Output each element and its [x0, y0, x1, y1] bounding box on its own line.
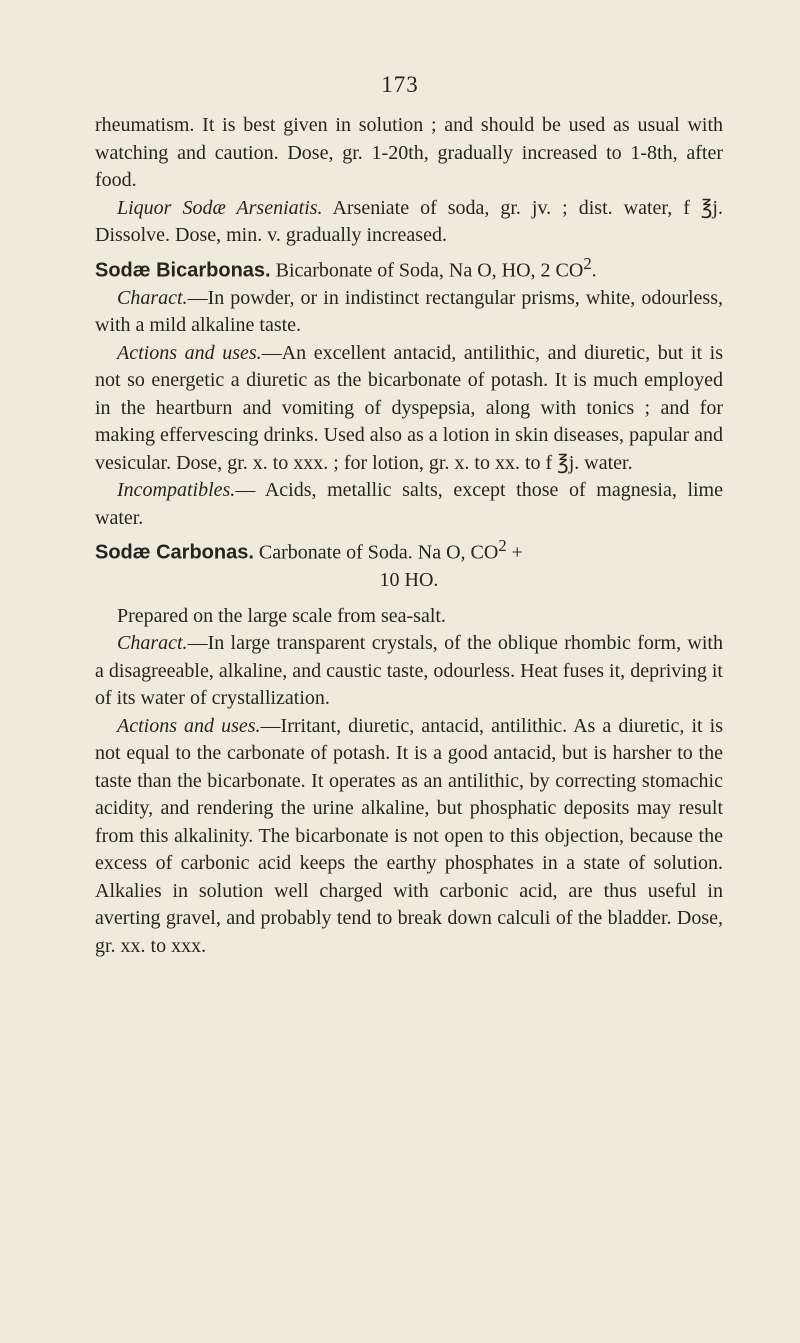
carbonas-formula-sup: 2 — [498, 536, 507, 556]
bicarbonas-charact-label: Charact. — [117, 286, 188, 309]
intro-paragraph: rheumatism. It is best given in solution ; and should be used as usual with watching and caution. Dose, gr. 1-20th, gradually increased to 1-8th, after food. — [95, 114, 723, 191]
bicarbonas-formula-sup: 2 — [583, 253, 592, 273]
bicarbonas-formula: Bicarbonate of Soda, Na O, HO, 2 CO — [270, 259, 584, 282]
carbonas-formula-end: + — [506, 541, 523, 564]
page-body — [95, 112, 723, 960]
page-number: 173 — [381, 72, 419, 97]
bicarbonas-actions-text: —An excellent antacid, antilithic, and diuretic, but it is not so energetic a diuretic as the bicarbonate of potash. It is much employed in the heartburn and vomiting of dyspepsia, along with tonics ; and for making effervescing drinks. Used also as a lotion in skin diseases, papular and vesicular. Dose, gr. x. to xxx. ; for lotion, gr. x. to xx. to f ℥j. water. — [95, 341, 724, 474]
carbonas-actions-label: Actions and uses. — [117, 714, 261, 737]
bicarbonas-charact-text: —In powder, or in indistinct rectangular prisms, white, odourless, with a mild alkaline taste. — [95, 286, 723, 337]
bicarbonas-charact — [95, 285, 723, 340]
bicarbonas-actions — [95, 340, 723, 478]
bicarbonas-formula-end: . — [591, 259, 597, 282]
carbonas-charact-text: —In large transparent crystals, of the oblique rhombic form, with a disagreeable, alkaline, and caustic taste, odourless. Heat fuses it, depriving it of its water of crystallization. — [95, 632, 723, 710]
bicarbonas-incompat-text: — Acids, metallic salts, except those of magnesia, lime water. — [95, 479, 723, 529]
bicarbonas-actions-label: Actions and uses. — [117, 341, 262, 364]
bicarbonas-incompat-label: Incompatibles. — [117, 479, 236, 502]
carbonas-prepared: Prepared on the large scale from sea-salt. — [117, 604, 446, 627]
bicarbonas-heading-line — [95, 250, 723, 285]
carbonas-heading: Sodæ Carbonas. — [95, 541, 254, 564]
liquor-title: Liquor Sodæ Arseniatis. — [117, 196, 323, 219]
liquor-paragraph — [95, 195, 723, 250]
carbonas-actions — [95, 713, 723, 961]
carbonas-charact — [95, 630, 723, 713]
bicarbonas-incompatibles — [95, 477, 723, 532]
carbonas-formula: Carbonate of Soda. Na O, CO — [253, 541, 499, 564]
liquor-text: Arseniate of soda, gr. jv. ; dist. water, f ℥j. Dissolve. Dose, min. v. gradually increased. — [95, 196, 723, 246]
carbonas-heading-line2: 10 HO. — [379, 569, 439, 592]
carbonas-charact-label: Charact. — [117, 632, 188, 655]
bicarbonas-heading: Sodæ Bicarbonas. — [95, 259, 271, 282]
carbonas-heading-line — [95, 532, 723, 567]
carbonas-actions-text: —Irritant, diuretic, antacid, antilithic. As a diuretic, it is not equal to the carbonate of potash. It is a good antacid, but is harsher to the taste than the bicarbonate. It operates as an antilithic, by correcting stomachic acidity, and rendering the urine alkaline, but phosphatic deposits may result from this alkalinity. The bicarbonate is not open to this objection, because the excess of carbonic acid keeps the earthy phosphates in a state of solution. Alkalies in solution well charged with carbonic acid, are thus useful in averting gravel, and probably tend to break down calculi of the bladder. Dose, gr. xx. to xxx. — [95, 714, 723, 957]
